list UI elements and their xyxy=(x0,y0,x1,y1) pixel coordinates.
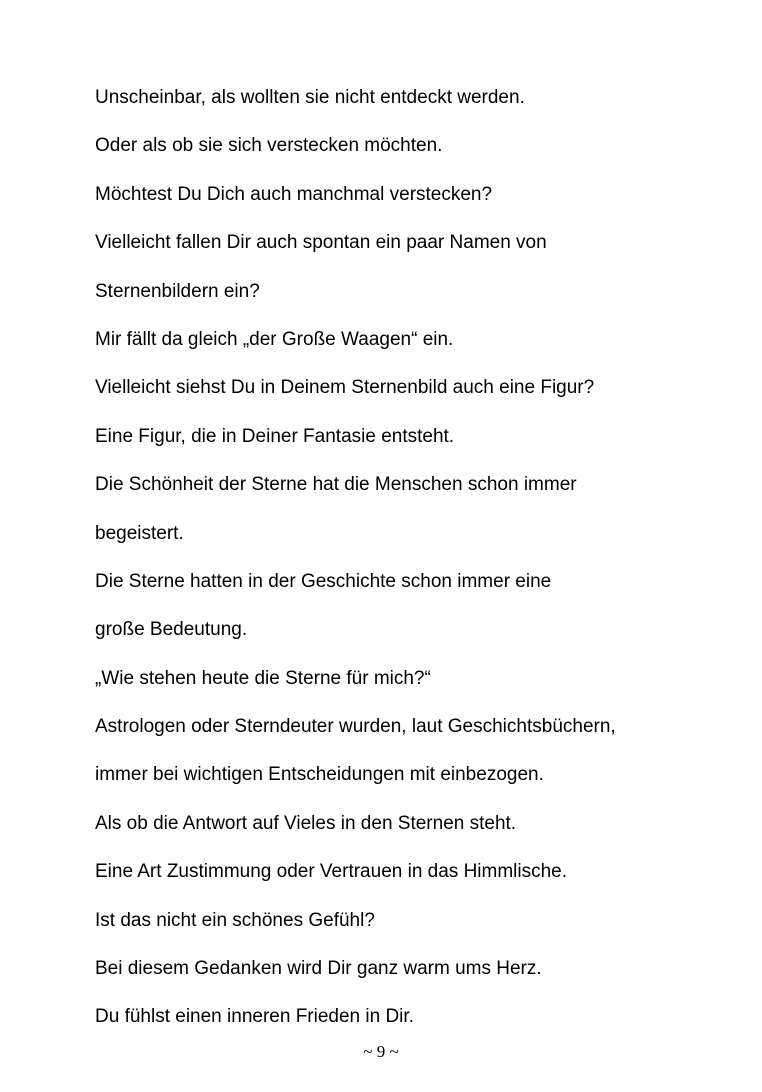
text-line: immer bei wichtigen Entscheidungen mit einbezogen. xyxy=(95,764,544,786)
text-line: Eine Figur, die in Deiner Fantasie entsteht. xyxy=(95,425,455,447)
text-line: Ist das nicht ein schönes Gefühl? xyxy=(95,909,375,931)
text-line: begeistert. xyxy=(95,522,184,544)
text-line: Vielleicht siehst Du in Deinem Sternenbild auch eine Figur? xyxy=(95,377,595,399)
page-number: ~ 9 ~ xyxy=(363,1042,399,1061)
text-line: Als ob die Antwort auf Vieles in den Sternen steht. xyxy=(95,812,517,834)
text-line: Oder als ob sie sich verstecken möchten. xyxy=(95,135,443,157)
text-line: Vielleicht fallen Dir auch spontan ein paar Namen von xyxy=(95,232,547,254)
text-line: Die Sterne hatten in der Geschichte schon immer eine xyxy=(95,570,552,592)
text-line: Die Schönheit der Sterne hat die Menschen schon immer xyxy=(95,474,577,496)
text-line: Möchtest Du Dich auch manchmal verstecken? xyxy=(95,183,493,205)
text-line: Unscheinbar, als wollten sie nicht entdeckt werden. xyxy=(95,87,525,108)
text-line: Sternenbildern ein? xyxy=(95,280,260,302)
text-line: große Bedeutung. xyxy=(95,619,248,641)
text-line: Du fühlst einen inneren Frieden in Dir. xyxy=(95,1006,414,1028)
text-line: Bei diesem Gedanken wird Dir ganz warm ums Herz. xyxy=(95,958,542,980)
text-line: Eine Art Zustimmung oder Vertrauen in das Himmlische. xyxy=(95,861,568,883)
text-line: „Wie stehen heute die Sterne für mich?“ xyxy=(95,667,431,689)
body-text xyxy=(95,84,735,1052)
text-line: Mir fällt da gleich „der Große Waagen“ ein. xyxy=(95,328,454,350)
text-line: Astrologen oder Sterndeuter wurden, laut Geschichtsbüchern, xyxy=(95,716,616,738)
